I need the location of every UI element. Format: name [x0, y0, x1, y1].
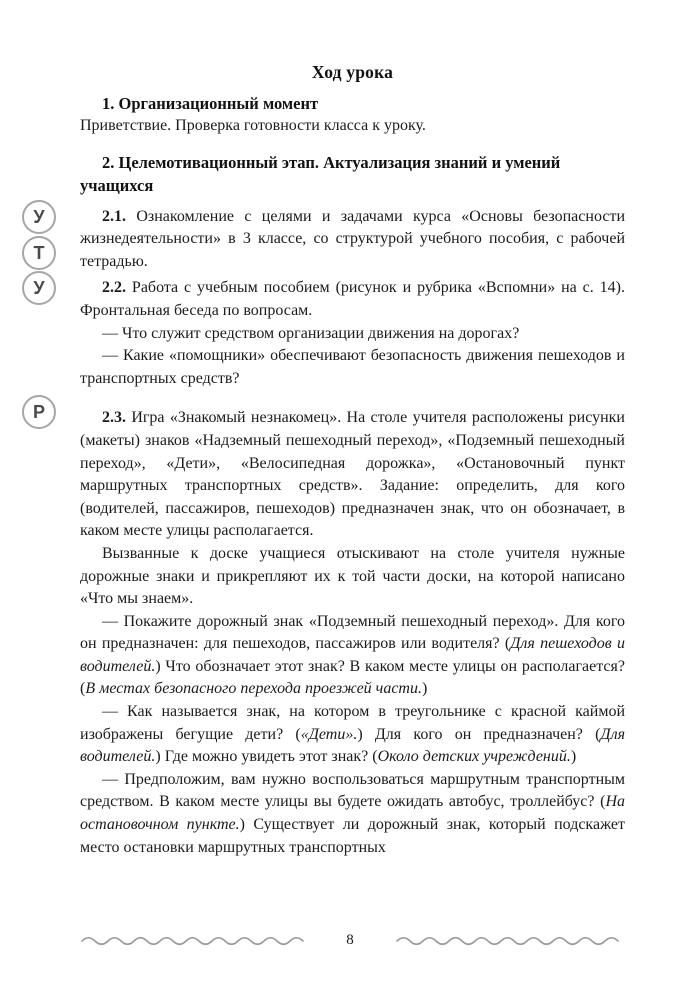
- item-text-2-1: Ознакомление с целями и задачами курса «Основы безопасности жизнедеятельности» в 3 классе, со структурой учебного пособия, с рабочей тетрадью.: [80, 207, 626, 270]
- question-2-part-b: ) Для кого он предназначен? (: [357, 725, 601, 743]
- heading-section-2: 2. Целемотивационный этап. Актуализация знаний и умений учащихся: [80, 152, 561, 195]
- margin-marker-label: Т: [33, 242, 45, 263]
- margin-marker-u-2: [22, 271, 56, 305]
- document-body: [80, 0, 625, 859]
- answer-2-2: Для водителей.: [80, 725, 626, 766]
- item-text-2-2: Работа с учебным пособием (рисунок и рубрика «Вспомни» на с. 14). Фронтальная беседа по вопросам.: [80, 279, 626, 319]
- margin-marker-r: [22, 395, 56, 429]
- answer-1-2: В местах безопасного перехода проезжей части.: [85, 680, 422, 698]
- item-number-2-1: 2.1.: [102, 207, 126, 225]
- question-block-1: [80, 611, 625, 701]
- question-2-2-2: — Какие «помощники» обеспечивают безопасность движения пешеходов и транспортных средств?: [80, 347, 625, 387]
- paragraph-section-1-body: Приветствие. Проверка готовности класса к уроку.: [80, 117, 426, 134]
- question-2-part-c: ) Где можно увидеть этот знак? (: [155, 748, 378, 766]
- answer-2-1: «Дети».: [300, 725, 358, 743]
- question-2-part-a: — Как называется знак, на котором в треугольнике с красной каймой изображены бегущие дети? (: [80, 703, 625, 743]
- question-3-part-b: ) Существует ли дорожный знак, который подскажет место остановки маршрутных транспортных: [80, 816, 626, 856]
- heading-section-1: 1. Организационный момент: [102, 94, 319, 113]
- question-block-3: [80, 769, 625, 859]
- item-number-2-2: 2.2.: [102, 279, 126, 297]
- paragraph-2-3: [80, 407, 625, 543]
- item-number-2-3: 2.3.: [102, 409, 126, 427]
- page-number: 8: [346, 931, 354, 948]
- question-block-2: [80, 701, 625, 769]
- page-footer: [0, 920, 700, 960]
- question-3-part-a: — Предположим, вам нужно воспользоваться маршрутным транспортным средством. В каком месте улицы вы будете ожидать автобус, троллейбус? (: [80, 770, 625, 811]
- page-title: Ход урока: [311, 62, 394, 82]
- question-2-part-d: ): [570, 748, 577, 766]
- margin-marker-label: У: [33, 277, 45, 298]
- margin-marker-label: Р: [32, 401, 45, 422]
- wave-ornament-right-icon: [395, 933, 620, 947]
- paragraph-2-1: [80, 206, 625, 274]
- paragraph-2-3-second: Вызванные к доске учащиеся отыскивают на столе учителя нужные дорожные знаки и прикрепляют их к той части доски, на которой написано «Что мы знаем».: [80, 544, 625, 608]
- margin-marker-t: [22, 236, 56, 270]
- paragraph-2-2: [80, 277, 625, 322]
- wave-ornament-left-icon: [80, 933, 305, 947]
- margin-marker-u-1: [22, 200, 56, 234]
- item-text-2-3: Игра «Знакомый незнакомец». На столе учителя расположены рисунки (макеты) знаков «Надземный пешеходный переход», «Подземный пешеходный переход», «Дети», «Велосипедная дорожка», «Остановочный пункт маршрутных транспортных средств». Задание: определить, для кого (водителей, пассажиров, пешеходов) предназначен знак, что он обозначает, в каком месте улицы располагается.: [80, 409, 625, 540]
- margin-marker-label: У: [33, 206, 45, 227]
- answer-2-3: Около детских учреждений.: [377, 748, 571, 766]
- question-1-part-c: ): [421, 680, 428, 698]
- question-2-2-1: — Что служит средством организации движения на дорогах?: [102, 324, 520, 342]
- question-1-part-a: — Покажите дорожный знак «Подземный пешеходный переход». Для кого он предназначен: для пешеходов, пассажиров или водителя? (: [80, 612, 625, 653]
- answer-1-1: Для пешеходов и водителей.: [80, 635, 625, 675]
- question-1-part-b: ) Что обозначает этот знак? В каком месте улицы он располагается? (: [80, 657, 625, 698]
- answer-3-1: На остановочном пункте.: [80, 793, 625, 834]
